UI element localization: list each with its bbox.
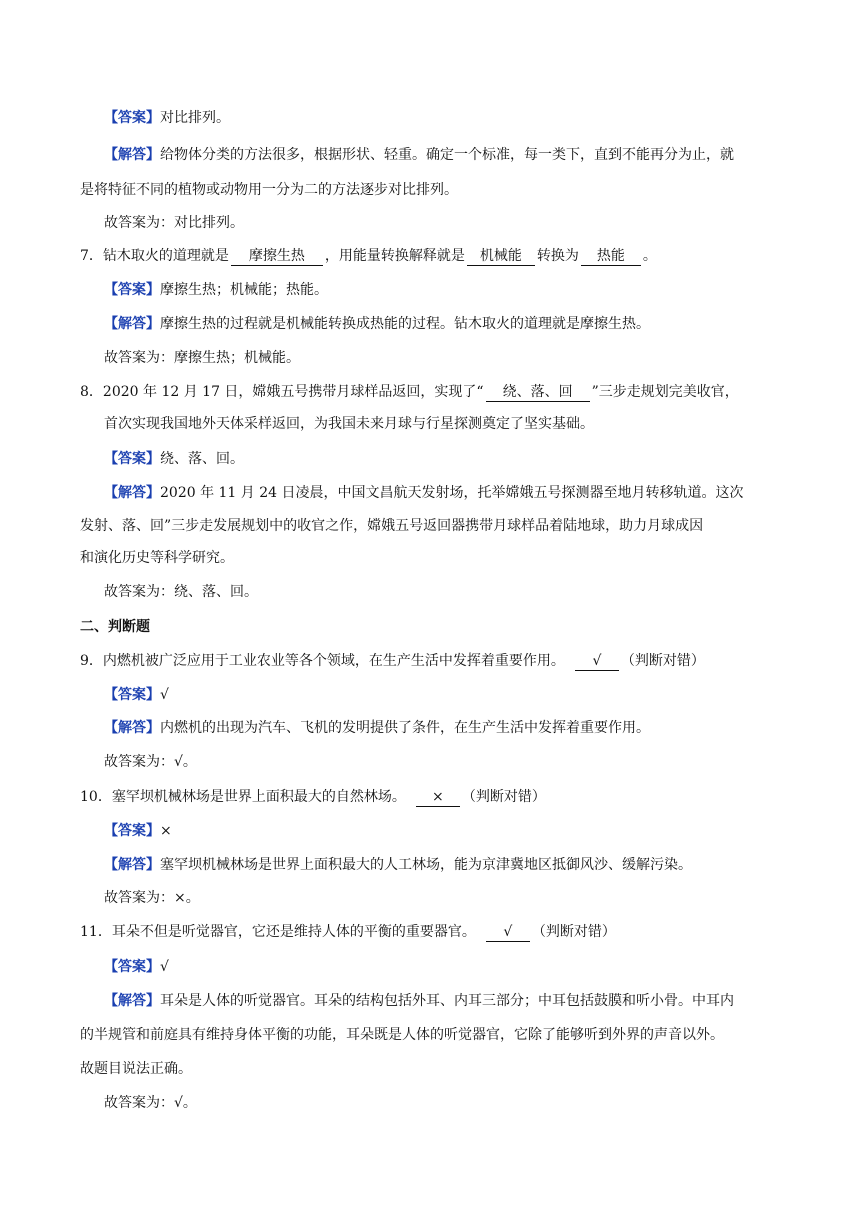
- q9-explain-line: [104, 718, 650, 738]
- explain-tag: 【解答】: [104, 147, 160, 163]
- q7-blank-3: 热能: [581, 248, 641, 266]
- q11-suffix: （判断对错）: [531, 924, 616, 940]
- q11-answer-line: [104, 957, 169, 977]
- q7-question: [80, 246, 657, 266]
- q11-answer: √: [160, 959, 169, 975]
- q6-final: 故答案为：对比排列。: [104, 215, 244, 231]
- q10-number: 10．: [80, 789, 112, 805]
- q8-number: 8．: [80, 384, 103, 400]
- q11-text: 耳朵不但是听觉器官，它还是维持人体的平衡的重要器官。: [111, 924, 476, 940]
- q8-explain-line-2: 发射、落、回”三步走发展规划中的收官之作，嫦娥五号返回器携带月球样品着陆地球，助力月球成因: [80, 518, 704, 534]
- q7-blank-2: 机械能: [467, 248, 535, 266]
- q9-answer-line: [104, 685, 169, 705]
- q8-text-a: 2020 年 12 月 17 日，嫦娥五号携带月球样品返回，实现了“: [102, 384, 484, 400]
- answer-tag: 【答案】: [104, 823, 160, 839]
- q11-explain-line-2: 的半规管和前庭具有维持身体平衡的功能，耳朵既是人体的听觉器官，它除了能够听到外界的声音以外。: [80, 1027, 724, 1043]
- q11-explain-line: [104, 991, 734, 1011]
- q10-blank: ×: [416, 789, 460, 807]
- q8-final: 故答案为：绕、落、回。: [104, 584, 258, 600]
- q6-answer-line: [104, 108, 230, 128]
- answer-tag: 【答案】: [104, 282, 160, 298]
- q9-explain: 内燃机的出现为汽车、飞机的发明提供了条件，在生产生活中发挥着重要作用。: [160, 720, 650, 736]
- q6-explain-line-2: 是将特征不同的植物或动物用一分为二的方法逐步对比排列。: [80, 182, 458, 198]
- q6-explain-line: [104, 145, 734, 165]
- q11-blank: √: [486, 924, 530, 942]
- q10-question: [80, 787, 546, 807]
- q10-final: 故答案为：×。: [104, 890, 200, 906]
- q7-final: 故答案为：摩擦生热；机械能。: [104, 350, 300, 366]
- explain-tag: 【解答】: [104, 316, 160, 332]
- answer-tag: 【答案】: [104, 687, 160, 703]
- q11-number: 11．: [80, 924, 112, 940]
- q10-text: 塞罕坝机械林场是世界上面积最大的自然林场。: [111, 789, 406, 805]
- q7-number: 7．: [80, 248, 103, 264]
- q7-text-d: 。: [642, 248, 657, 264]
- q10-answer: ×: [160, 823, 172, 839]
- q10-suffix: （判断对错）: [461, 789, 546, 805]
- q7-explain-line: [104, 314, 650, 334]
- q9-blank: √: [575, 653, 619, 671]
- q9-text: 内燃机被广泛应用于工业农业等各个领域，在生产生活中发挥着重要作用。: [102, 653, 565, 669]
- explain-tag: 【解答】: [104, 720, 160, 736]
- q11-final: 故答案为：√。: [104, 1095, 197, 1111]
- q9-question: [80, 651, 705, 671]
- q7-answer: 摩擦生热；机械能；热能。: [160, 282, 328, 298]
- q7-text-a: 钻木取火的道理就是: [102, 248, 229, 264]
- q7-text-c: 转换为: [536, 248, 579, 264]
- q11-explain-1: 耳朵是人体的听觉器官。耳朵的结构包括外耳、内耳三部分；中耳包括鼓膜和听小骨。中耳内: [160, 993, 734, 1009]
- q7-text-b: ，用能量转换解释就是: [324, 248, 465, 264]
- q8-question-line-2: 首次实现我国地外天体采样返回，为我国未来月球与行星探测奠定了坚实基础。: [104, 416, 594, 432]
- q8-explain-line-3: 和演化历史等科学研究。: [80, 550, 234, 566]
- q11-explain-line-3: 故题目说法正确。: [80, 1061, 192, 1077]
- answer-tag: 【答案】: [104, 959, 160, 975]
- answer-tag: 【答案】: [104, 110, 160, 126]
- q8-answer: 绕、落、回。: [160, 451, 244, 467]
- q9-final: 故答案为：√。: [104, 754, 197, 770]
- q8-explain-1: 2020 年 11 月 24 日凌晨，中国文昌航天发射场，托举嫦娥五号探测器至地月转移轨道。这次: [160, 485, 744, 501]
- q10-explain-line: [104, 855, 692, 875]
- explain-tag: 【解答】: [104, 993, 160, 1009]
- q7-answer-line: [104, 280, 328, 300]
- q9-answer: √: [160, 687, 169, 703]
- explain-tag: 【解答】: [104, 485, 160, 501]
- q10-answer-line: [104, 821, 172, 841]
- q7-explain: 摩擦生热的过程就是机械能转换成热能的过程。钻木取火的道理就是摩擦生热。: [160, 316, 650, 332]
- q6-explain-1: 给物体分类的方法很多，根据形状、轻重。确定一个标准，每一类下，直到不能再分为止，就: [160, 147, 734, 163]
- q8-text-b: ”三步走规划完美收官，: [591, 384, 739, 400]
- q8-question: [80, 382, 739, 402]
- q9-number: 9．: [80, 653, 103, 669]
- q8-explain-line: [104, 483, 744, 503]
- answer-tag: 【答案】: [104, 451, 160, 467]
- q7-blank-1: 摩擦生热: [231, 248, 323, 266]
- q8-answer-line: [104, 449, 244, 469]
- q8-blank-1: 绕、落、回: [486, 384, 590, 402]
- explain-tag: 【解答】: [104, 857, 160, 873]
- q10-explain: 塞罕坝机械林场是世界上面积最大的人工林场，能为京津冀地区抵御风沙、缓解污染。: [160, 857, 692, 873]
- q9-suffix: （判断对错）: [620, 653, 705, 669]
- section-title: 二、判断题: [80, 619, 150, 635]
- q6-answer: 对比排列。: [160, 110, 230, 126]
- q11-question: [80, 922, 616, 942]
